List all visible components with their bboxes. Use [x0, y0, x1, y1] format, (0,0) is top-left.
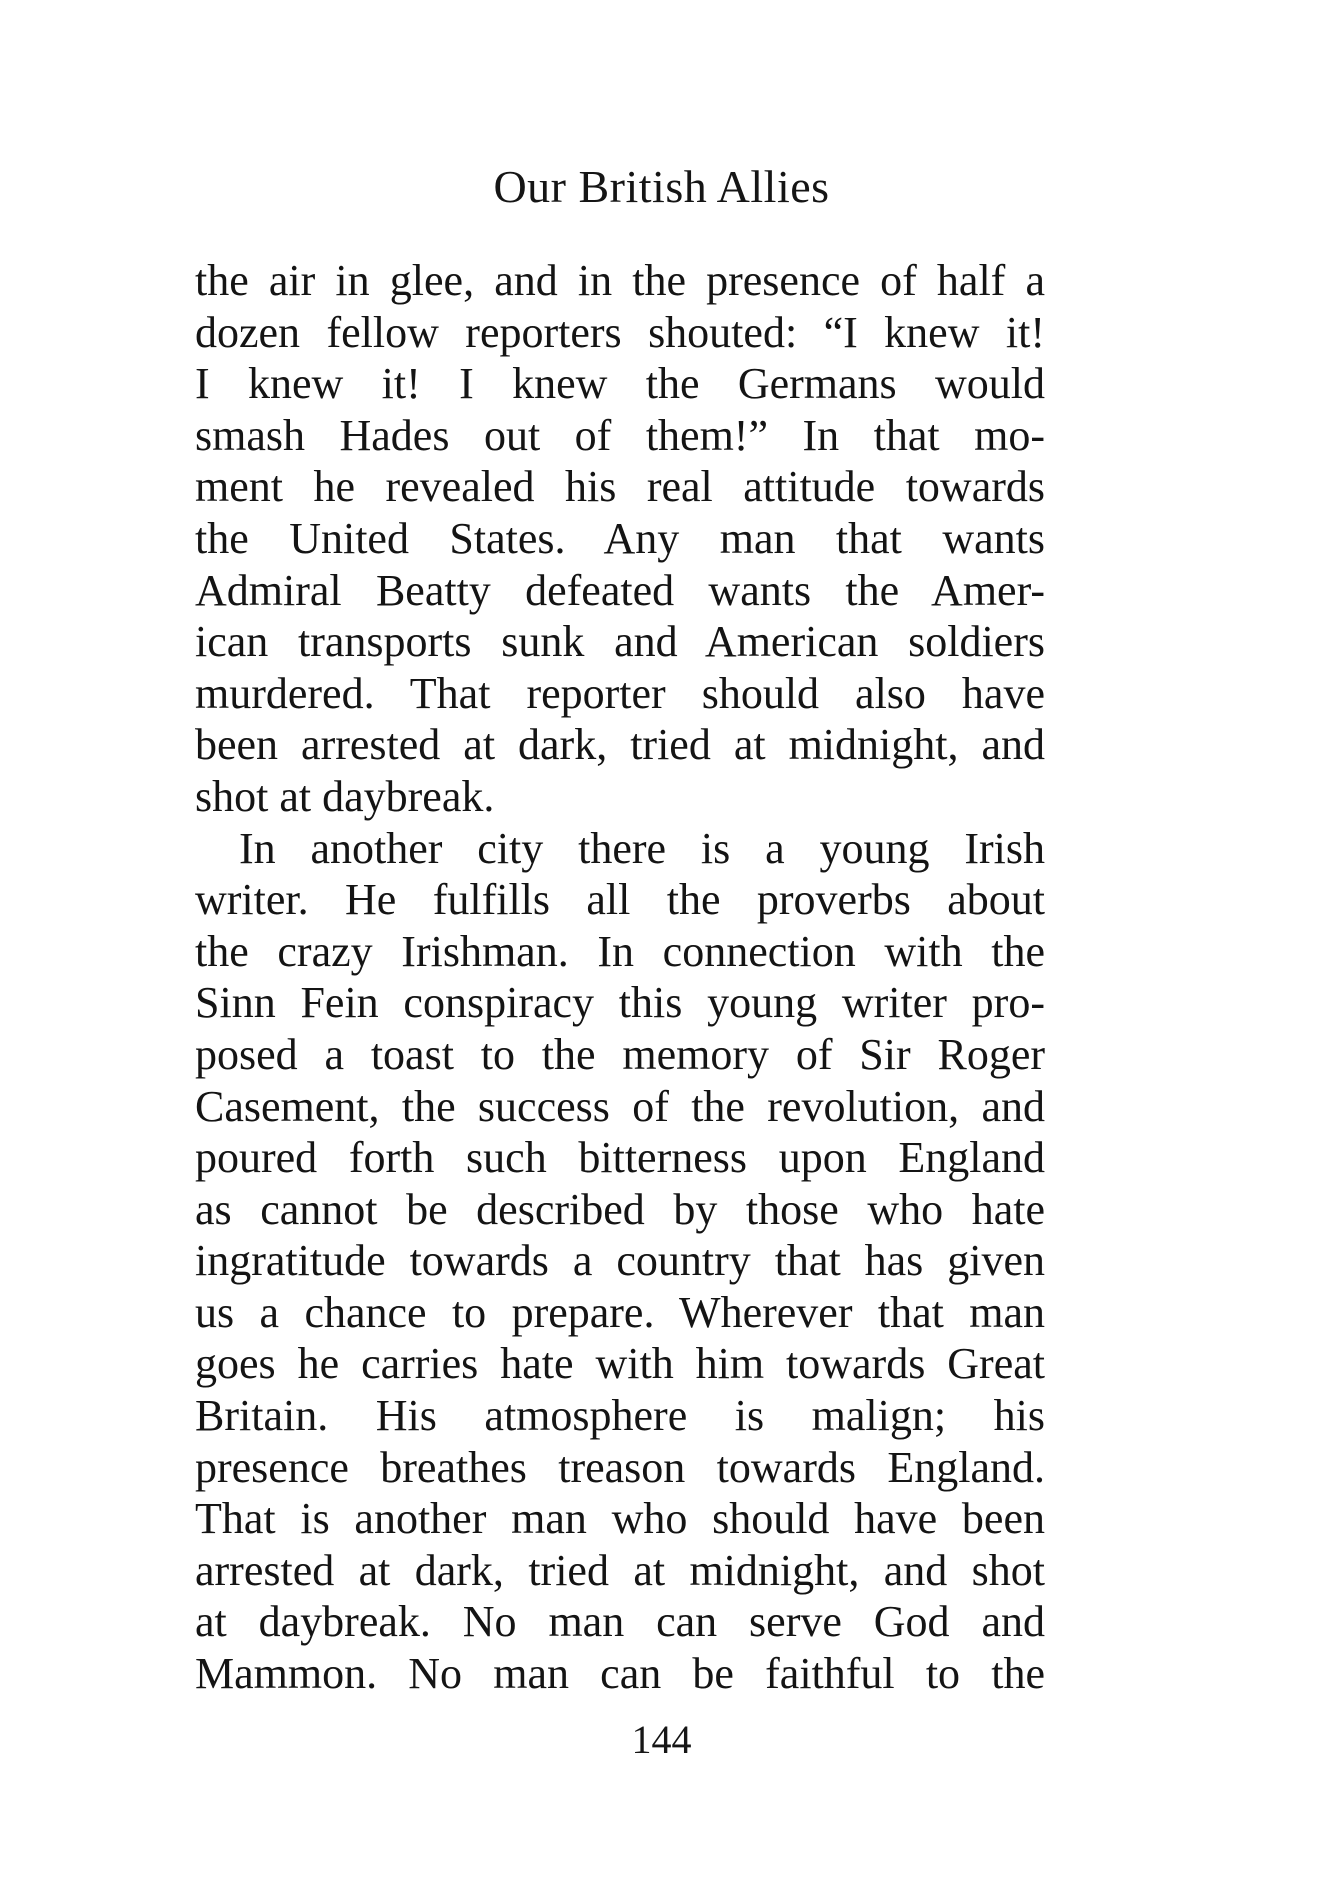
text-line: Sinn Fein conspiracy this young writer pro-: [195, 978, 1045, 1028]
text-line: arrested at dark, tried at midnight, and shot: [195, 1545, 1045, 1595]
paragraph: [195, 823, 1045, 1700]
text-line: In another city there is a young Irish: [239, 823, 1045, 873]
text-line: Casement, the success of the revolution, and: [195, 1081, 1045, 1131]
text-line: at daybreak. No man can serve God and: [195, 1597, 1045, 1647]
text-line: ment he revealed his real attitude towards: [195, 462, 1045, 512]
text-line: posed a toast to the memory of Sir Roger: [195, 1029, 1045, 1079]
text-line: the air in glee, and in the presence of half a: [195, 256, 1045, 305]
text-line: the crazy Irishman. In connection with the: [195, 926, 1045, 976]
text-line: ican transports sunk and American soldiers: [195, 617, 1045, 667]
text-line: been arrested at dark, tried at midnight, and: [195, 720, 1045, 770]
text-line: Admiral Beatty defeated wants the Amer-: [195, 565, 1045, 615]
text-line: smash Hades out of them!” In that mo-: [195, 410, 1045, 460]
text-line: Britain. His atmosphere is malign; his: [195, 1391, 1045, 1441]
body-text: [195, 255, 1045, 1700]
text-line: us a chance to prepare. Wherever that man: [195, 1287, 1045, 1337]
text-line: murdered. That reporter should also have: [195, 668, 1045, 718]
text-line: shot at daybreak.: [195, 771, 495, 821]
paragraph: [195, 255, 1045, 823]
page-number: 144: [631, 1717, 692, 1762]
text-line: dozen fellow reporters shouted: “I knew it!: [195, 307, 1045, 357]
text-line: That is another man who should have been: [195, 1494, 1045, 1544]
text-line: as cannot be described by those who hate: [195, 1184, 1045, 1234]
text-line: the United States. Any man that wants: [195, 513, 1045, 563]
text-line: Mammon. No man can be faithful to the: [195, 1649, 1045, 1699]
text-line: ingratitude towards a country that has given: [195, 1236, 1045, 1286]
text-line: goes he carries hate with him towards Great: [195, 1339, 1045, 1389]
text-line: poured forth such bitterness upon England: [195, 1133, 1045, 1183]
text-line: writer. He fulfills all the proverbs about: [195, 875, 1045, 925]
running-head: Our British Allies: [493, 161, 830, 212]
text-line: presence breathes treason towards England.: [195, 1442, 1045, 1492]
text-line: I knew it! I knew the Germans would: [195, 359, 1045, 409]
